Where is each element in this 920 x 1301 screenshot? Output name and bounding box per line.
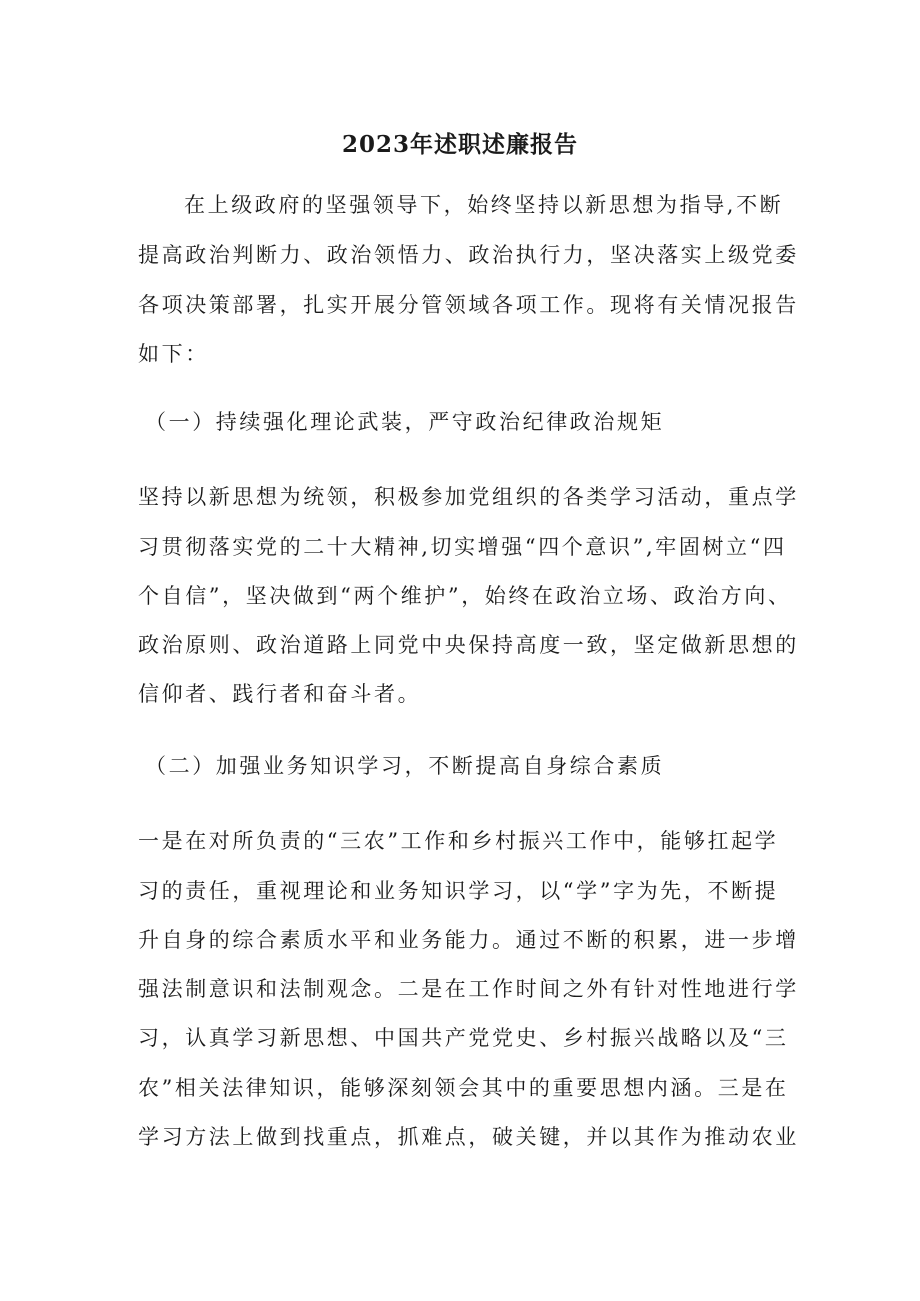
section1-line: 习贯彻落实党的二十大精神,切实增强“四个意识”,牢固树立“四	[138, 535, 787, 559]
section2-line: 习，认真学习新思想、中国共产党党史、乡村振兴战略以及“三	[138, 1026, 789, 1050]
section2-line: 习的责任，重视理论和业务知识学习，以“学”字为先，不断提	[138, 879, 779, 903]
intro-line: 在上级政府的坚强领导下，始终坚持以新思想为指导,不断	[184, 193, 784, 217]
section2-line: 强法制意识和法制观念。二是在工作时间之外有针对性地进行学	[138, 977, 799, 1001]
section2-line: 一是在对所负责的“三农”工作和乡村振兴工作中，能够扛起学	[138, 829, 779, 853]
section-heading-2: （二）加强业务知识学习，不断提高自身综合素质	[145, 754, 665, 778]
section1-line: 坚持以新思想为统领，积极参加党组织的各类学习活动，重点学	[138, 485, 799, 509]
section1-line: 个自信”，坚决做到“两个维护”，始终在政治立场、政治方向、	[138, 584, 792, 608]
document-title: 2023年述职述廉报告	[341, 131, 578, 158]
section-heading-1: （一）持续强化理论武装，严守政治纪律政治规矩	[145, 410, 665, 434]
intro-line: 提高政治判断力、政治领悟力、政治执行力，坚决落实上级党委	[138, 243, 799, 267]
section1-line: 政治原则、政治道路上同党中央保持高度一致，坚定做新思想的	[138, 633, 799, 657]
intro-line: 各项决策部署，扎实开展分管领域各项工作。现将有关情况报告	[138, 293, 799, 317]
intro-line: 如下：	[138, 342, 209, 366]
section1-line: 信仰者、践行者和奋斗者。	[138, 682, 422, 706]
section2-line: 升自身的综合素质水平和业务能力。通过不断的积累，进一步增	[138, 928, 799, 952]
section2-line: 学习方法上做到找重点，抓难点，破关键，并以其作为推动农业	[138, 1125, 799, 1149]
section2-line: 农”相关法律知识，能够深刻领会其中的重要思想内涵。三是在	[138, 1076, 789, 1100]
